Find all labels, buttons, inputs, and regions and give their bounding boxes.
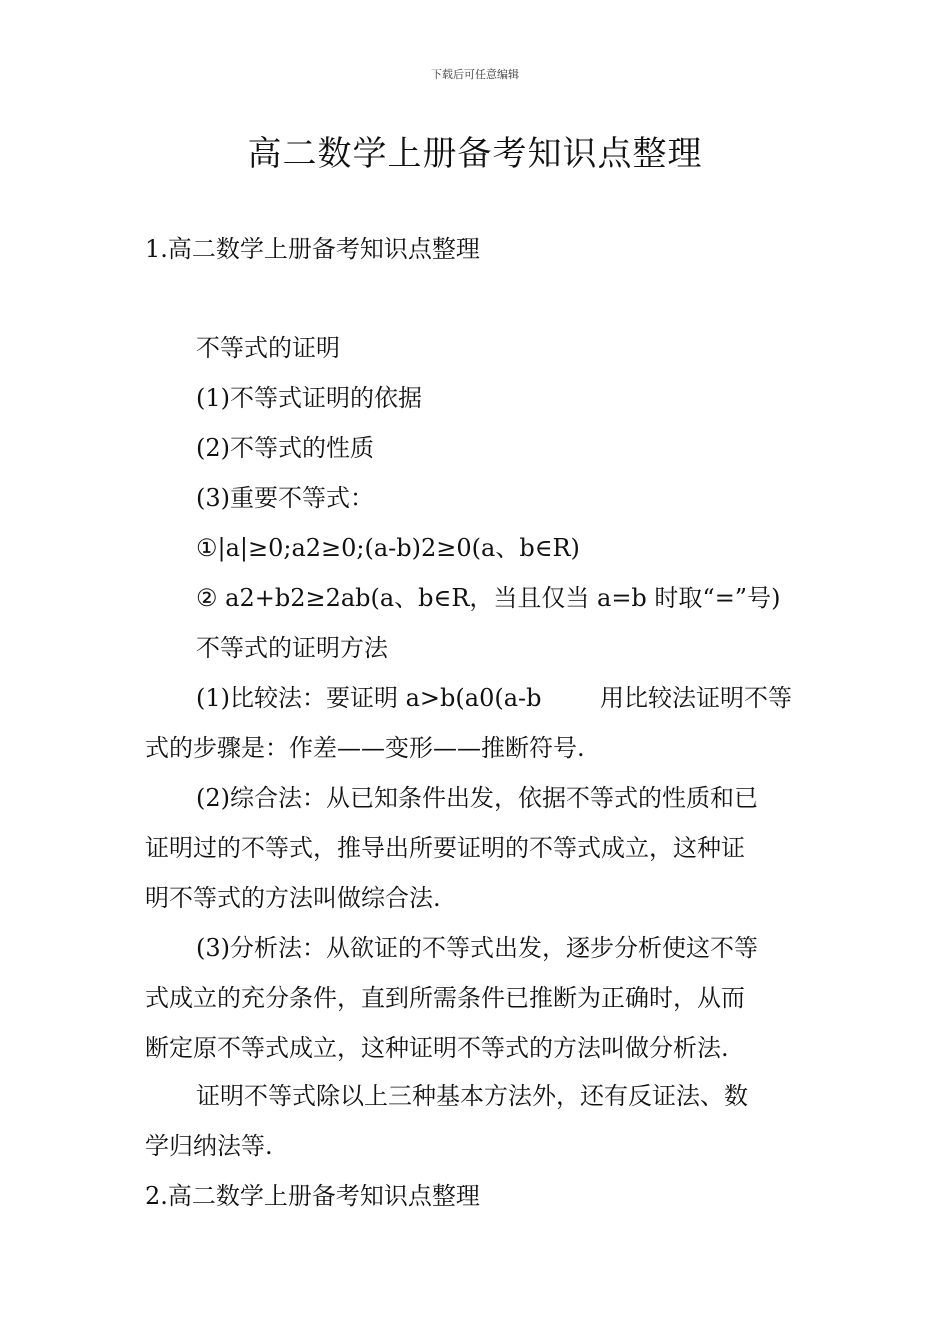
document-title: 高二数学上册备考知识点整理	[247, 134, 703, 174]
other-methods-line-2: 学归纳法等.	[145, 1132, 273, 1160]
synthesis-method-line-3: 明不等式的方法叫做综合法.	[145, 884, 441, 912]
item-important-inequalities: (3)重要不等式：	[196, 484, 374, 512]
subheading-inequality-proof: 不等式的证明	[196, 334, 340, 362]
analysis-method-line-2: 式成立的充分条件，直到所需条件已推断为正确时，从而	[145, 984, 745, 1012]
analysis-method-line-1: (3)分析法：从欲证的不等式出发，逐步分析使这不等	[196, 934, 758, 962]
comparison-method-line-2: 式的步骤是：作差——变形——推断符号.	[145, 734, 585, 762]
other-methods-line-1: 证明不等式除以上三种基本方法外，还有反证法、数	[196, 1082, 748, 1110]
comparison-method-line-1a: (1)比较法：要证明 a>b(a0(a-b	[196, 684, 542, 712]
synthesis-method-line-2: 证明过的不等式，推导出所要证明的不等式成立，这种证	[145, 834, 745, 862]
comparison-method-line-1b: 用比较法证明不等	[600, 684, 792, 712]
section-heading-1: 1.高二数学上册备考知识点整理	[145, 235, 480, 263]
header-note: 下载后可任意编辑	[431, 68, 519, 81]
analysis-method-line-3: 断定原不等式成立，这种证明不等式的方法叫做分析法.	[145, 1034, 729, 1062]
formula-line-1: ①|a|≥0;a2≥0;(a-b)2≥0(a、b∈R)	[196, 534, 580, 562]
synthesis-method-line-1: (2)综合法：从已知条件出发，依据不等式的性质和已	[196, 784, 758, 812]
formula-line-2: ② a2+b2≥2ab(a、b∈R，当且仅当 a=b 时取“=”号)	[196, 584, 781, 612]
item-inequality-properties: (2)不等式的性质	[196, 434, 374, 462]
section-heading-2: 2.高二数学上册备考知识点整理	[145, 1182, 480, 1210]
subheading-proof-methods: 不等式的证明方法	[196, 634, 388, 662]
item-proof-basis: (1)不等式证明的依据	[196, 384, 422, 412]
